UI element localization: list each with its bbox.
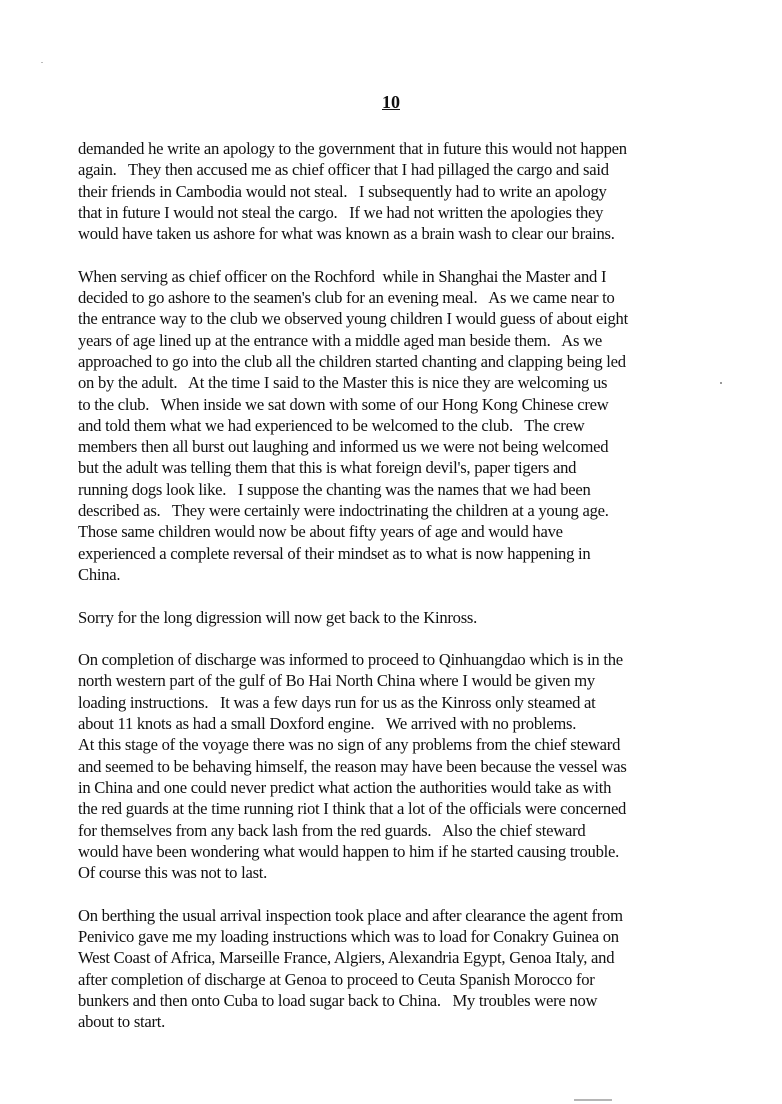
text-line: would have taken us ashore for what was known as a brain wash to clear our brains. bbox=[78, 224, 615, 244]
text-line: to the club. When inside we sat down with some of our Hong Kong Chinese crew bbox=[78, 394, 609, 414]
scan-speck bbox=[41, 62, 43, 63]
text-line: the red guards at the time running riot I think that a lot of the officials were concerned bbox=[78, 799, 627, 819]
text-line: Penivico gave me my loading instructions which was to load for Conakry Guinea on bbox=[78, 926, 619, 946]
text-line: and seemed to be behaving himself, the reason may have been because the vessel was bbox=[78, 756, 627, 776]
text-line: for themselves from any back lash from the red guards. Also the chief steward bbox=[78, 820, 586, 840]
text-line: would have been wondering what would happen to him if he started causing trouble. bbox=[78, 841, 620, 861]
text-line: West Coast of Africa, Marseille France, Algiers, Alexandria Egypt, Genoa Italy, and bbox=[78, 948, 615, 968]
text-line: When serving as chief officer on the Rochford while in Shanghai the Master and I bbox=[78, 266, 607, 286]
text-line: running dogs look like. I suppose the chanting was the names that we had been bbox=[78, 479, 591, 499]
text-line: after completion of discharge at Genoa to proceed to Ceuta Spanish Morocco for bbox=[78, 969, 595, 989]
text-line: that in future I would not steal the cargo. If we had not written the apologies they bbox=[78, 202, 604, 222]
text-line: demanded he write an apology to the government that in future this would not happen bbox=[78, 139, 627, 158]
paragraph bbox=[78, 905, 738, 1033]
text-line: Those same children would now be about fifty years of age and would have bbox=[78, 522, 563, 542]
text-line: At this stage of the voyage there was no sign of any problems from the chief steward bbox=[78, 735, 621, 755]
text-line: approached to go into the club all the children started chanting and clapping being led bbox=[78, 351, 626, 371]
text-line: years of age lined up at the entrance with a middle aged man beside them. As we bbox=[78, 330, 602, 350]
text-line: China. bbox=[78, 564, 121, 584]
text-line: and told them what we had experienced to be welcomed to the club. The crew bbox=[78, 415, 585, 435]
text-line: On completion of discharge was informed to proceed to Qinhuangdao which is in the bbox=[78, 650, 623, 670]
text-line: described as. They were certainly were indoctrinating the children at a young age. bbox=[78, 501, 609, 521]
text-line: loading instructions. It was a few days run for us as the Kinross only steamed at bbox=[78, 692, 596, 712]
text-line: Of course this was not to last. bbox=[78, 863, 268, 883]
text-line: in China and one could never predict what action the authorities would take as with bbox=[78, 777, 612, 797]
text-line: On berthing the usual arrival inspection took place and after clearance the agent from bbox=[78, 905, 623, 925]
text-line: about to start. bbox=[78, 1012, 166, 1032]
text-line: about 11 knots as had a small Doxford engine. We arrived with no problems. bbox=[78, 714, 577, 734]
body-text bbox=[78, 138, 738, 1054]
paragraph bbox=[78, 138, 738, 244]
text-line: on by the adult. At the time I said to the Master this is nice they are welcoming us bbox=[78, 373, 608, 393]
text-line: bunkers and then onto Cuba to load sugar back to China. My troubles were now bbox=[78, 990, 598, 1010]
text-line: but the adult was telling them that this is what foreign devil's, paper tigers and bbox=[78, 458, 577, 478]
scan-speck bbox=[720, 382, 722, 384]
text-line: experienced a complete reversal of their mindset as to what is now happening in bbox=[78, 543, 591, 563]
text-line: their friends in Cambodia would not steal. I subsequently had to write an apology bbox=[78, 181, 607, 201]
text-line: the entrance way to the club we observed young children I would guess of about eight bbox=[78, 309, 628, 329]
paragraph bbox=[78, 607, 738, 628]
text-line: again. They then accused me as chief officer that I had pillaged the cargo and said bbox=[78, 160, 609, 180]
footer-rule bbox=[574, 1099, 612, 1101]
text-line: members then all burst out laughing and informed us we were not being welcomed bbox=[78, 437, 609, 457]
page-number: 10 bbox=[382, 92, 400, 112]
text-line: decided to go ashore to the seamen's club for an evening meal. As we came near to bbox=[78, 288, 615, 308]
paragraph bbox=[78, 649, 738, 883]
text-line: north western part of the gulf of Bo Hai North China where I would be given my bbox=[78, 671, 595, 691]
paragraph bbox=[78, 266, 738, 585]
text-line: Sorry for the long digression will now get back to the Kinross. bbox=[78, 607, 478, 627]
